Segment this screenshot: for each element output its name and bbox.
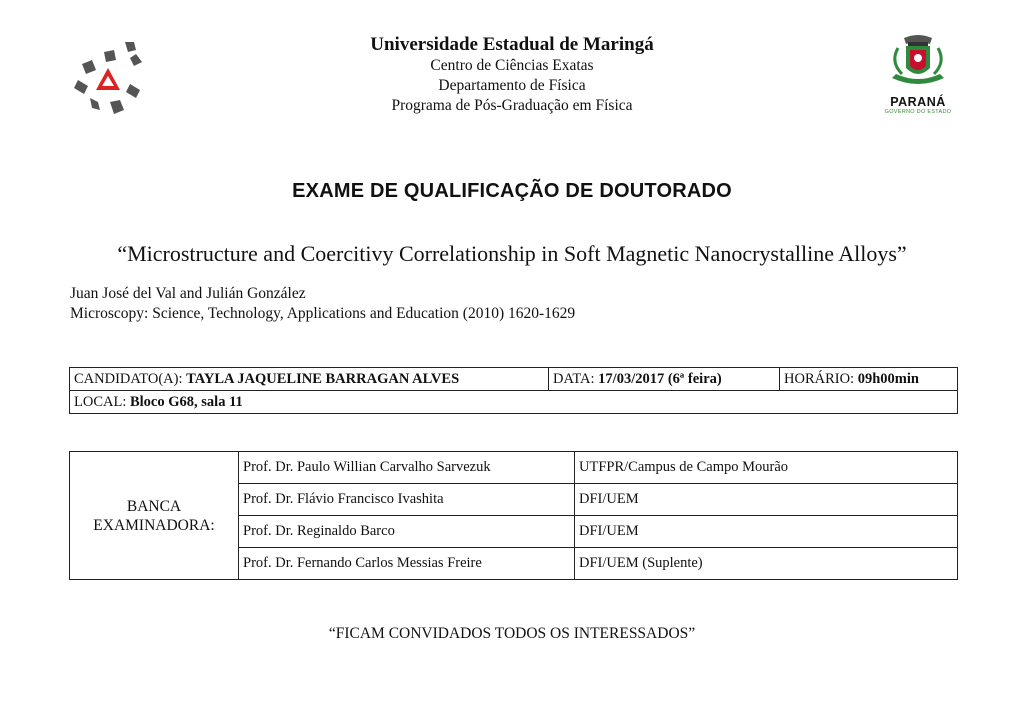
examining-board-table — [69, 451, 958, 580]
info-row-candidate — [70, 368, 958, 391]
candidate-cell — [70, 368, 549, 391]
date-value: 17/03/2017 (6ª feira) — [598, 371, 722, 387]
board-label-line2: EXAMINADORA: — [93, 516, 215, 534]
candidate-value: TAYLA JAQUELINE BARRAGAN ALVES — [186, 371, 460, 387]
paper-title: “Microstructure and Coercitivy Correlationship in Soft Magnetic Nanocrystalline Alloys” — [117, 241, 907, 266]
department-name: Departamento de Física — [438, 77, 586, 94]
local-cell — [70, 391, 958, 414]
date-cell — [549, 368, 780, 391]
coat-of-arms-icon — [880, 34, 956, 90]
member-institution: DFI/UEM — [575, 516, 958, 548]
member-institution: UTFPR/Campus de Campo Mourão — [575, 452, 958, 484]
institution-header — [0, 34, 1024, 116]
time-label: HORÁRIO: — [784, 371, 855, 387]
member-name: Prof. Dr. Fernando Carlos Messias Freire — [239, 548, 575, 580]
date-label: DATA: — [553, 371, 595, 387]
exam-info-table — [69, 367, 958, 414]
member-institution: DFI/UEM (Suplente) — [575, 548, 958, 580]
local-value: Bloco G68, sala 11 — [129, 394, 243, 410]
board-label-line1: BANCA — [126, 497, 182, 515]
time-cell — [780, 368, 958, 391]
table-row — [70, 452, 958, 484]
board-label-cell — [70, 452, 239, 580]
member-name: Prof. Dr. Paulo Willian Carvalho Sarvezuk — [239, 452, 575, 484]
parana-subtitle: GOVERNO DO ESTADO — [884, 109, 952, 115]
paper-journal: Microscopy: Science, Technology, Applications and Education (2010) 1620-1629 — [70, 305, 576, 322]
university-name: Universidade Estadual de Maringá — [370, 34, 654, 55]
candidate-label: CANDIDATO(A): — [74, 371, 183, 387]
member-name: Prof. Dr. Reginaldo Barco — [239, 516, 575, 548]
closing-invitation: “FICAM CONVIDADOS TODOS OS INTERESSADOS” — [328, 625, 696, 642]
state-government-logo — [880, 34, 956, 122]
info-row-local — [70, 391, 958, 414]
time-value: 09h00min — [857, 371, 919, 387]
local-label: LOCAL: — [74, 394, 127, 410]
program-name: Programa de Pós-Graduação em Física — [391, 97, 633, 114]
parana-wordmark: PARANÁ — [890, 95, 946, 109]
exam-title: EXAME DE QUALIFICAÇÃO DE DOUTORADO — [292, 180, 732, 202]
member-institution: DFI/UEM — [575, 484, 958, 516]
member-name: Prof. Dr. Flávio Francisco Ivashita — [239, 484, 575, 516]
center-name: Centro de Ciências Exatas — [430, 57, 594, 74]
paper-authors: Juan José del Val and Julián González — [70, 285, 306, 302]
